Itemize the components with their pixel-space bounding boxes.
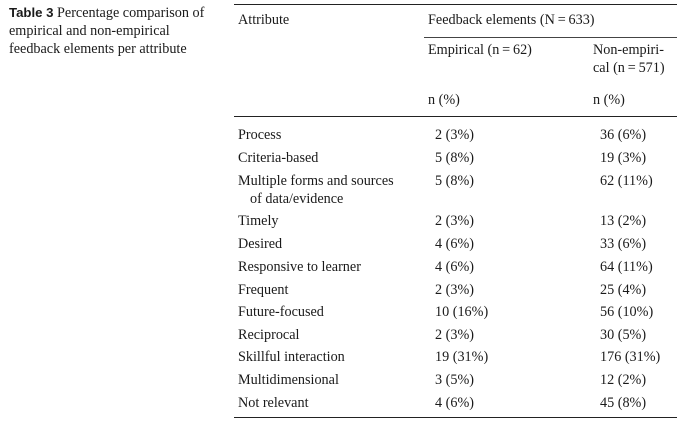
attribute-label: Process [238, 127, 282, 143]
attribute-cell [238, 303, 423, 321]
empirical-cell: 2 (3%) [435, 213, 475, 229]
attribute-cell [238, 258, 423, 276]
non-empirical-cell: 33 (6%) [600, 236, 647, 252]
attribute-cell [238, 172, 423, 208]
spanner-rule [424, 37, 677, 38]
attribute-label: Multiple forms and sources [238, 173, 394, 189]
attribute-label: Future-focused [238, 304, 324, 320]
non-empirical-cell: 62 (11%) [600, 173, 653, 189]
non-empirical-cell: 36 (6%) [600, 127, 647, 143]
bottom-rule [234, 417, 677, 418]
caption-text: Percentage comparison of empirical and non-empirical feedback elements per attribute [9, 5, 205, 57]
non-empirical-cell: 176 (31%) [600, 349, 661, 365]
table-label: Table 3 [9, 5, 54, 20]
empirical-cell: 3 (5%) [435, 372, 475, 388]
attribute-label: Skillful interaction [238, 349, 345, 365]
top-rule [234, 4, 677, 5]
attribute-cell [238, 212, 423, 230]
empirical-cell: 10 (16%) [435, 304, 489, 320]
attribute-cell [238, 126, 423, 144]
column-header-attribute: Attribute [238, 12, 290, 28]
non-empirical-cell: 45 (8%) [600, 395, 647, 411]
empirical-cell: 5 (8%) [435, 150, 475, 166]
attribute-cell [238, 149, 423, 167]
column-header-non-empirical: Non-empiri-cal (n = 571) [593, 42, 665, 76]
non-empirical-cell: 30 (5%) [600, 327, 647, 343]
non-empirical-cell: 56 (10%) [600, 304, 654, 320]
attribute-label: Timely [238, 213, 279, 229]
non-empirical-cell: 13 (2%) [600, 213, 647, 229]
table-caption [9, 4, 224, 58]
attribute-cell [238, 281, 423, 299]
attribute-cell [238, 348, 423, 366]
unit-non-empirical: n (%) [593, 92, 625, 108]
non-empirical-cell: 12 (2%) [600, 372, 647, 388]
column-header-feedback-elements: Feedback elements (N = 633) [428, 12, 595, 28]
empirical-cell: 4 (6%) [435, 395, 475, 411]
attribute-cell [238, 394, 423, 412]
attribute-label: Reciprocal [238, 327, 300, 343]
attribute-cell [238, 326, 423, 344]
empirical-cell: 4 (6%) [435, 259, 475, 275]
non-empirical-cell: 25 (4%) [600, 282, 647, 298]
attribute-label: Not relevant [238, 395, 309, 411]
non-empirical-cell: 64 (11%) [600, 259, 653, 275]
column-header-empirical: Empirical (n = 62) [428, 42, 532, 58]
empirical-cell: 5 (8%) [435, 173, 475, 189]
unit-empirical: n (%) [428, 92, 460, 108]
attribute-label: Frequent [238, 282, 289, 298]
attribute-label: Criteria-based [238, 150, 319, 166]
attribute-label: Multidimensional [238, 372, 339, 388]
attribute-label: Responsive to learner [238, 259, 361, 275]
attribute-cell [238, 371, 423, 389]
header-rule [234, 116, 677, 117]
attribute-label-continuation: of data/evidence [250, 191, 344, 207]
non-empirical-cell: 19 (3%) [600, 150, 647, 166]
attribute-cell [238, 235, 423, 253]
empirical-cell: 2 (3%) [435, 327, 475, 343]
attribute-label: Desired [238, 236, 283, 252]
empirical-cell: 19 (31%) [435, 349, 489, 365]
empirical-cell: 2 (3%) [435, 127, 475, 143]
empirical-cell: 4 (6%) [435, 236, 475, 252]
empirical-cell: 2 (3%) [435, 282, 475, 298]
